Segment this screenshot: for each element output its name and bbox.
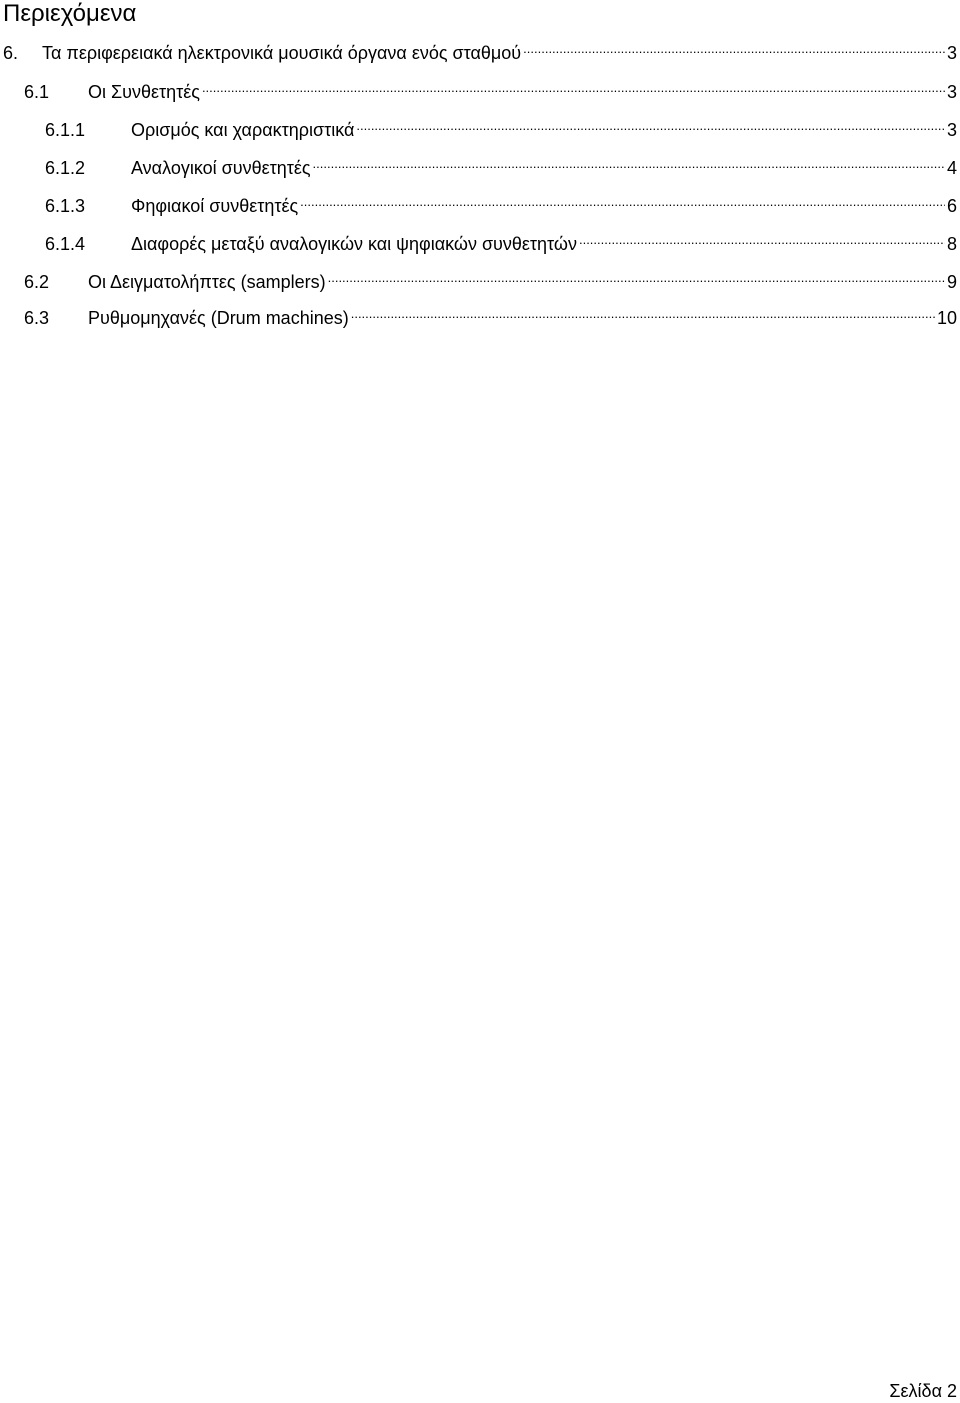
toc-entry-page: 6: [946, 196, 957, 216]
toc-entry-title: Διαφορές μεταξύ αναλογικών και ψηφιακών συνθετητών: [131, 234, 577, 254]
toc-dot-leader: [356, 110, 945, 136]
toc-entry-title: Ορισμός και χαρακτηριστικά: [131, 120, 355, 140]
toc-entry-page: 3: [946, 82, 957, 102]
toc-entry-title: Φηφιακοί συνθετητές: [131, 196, 299, 216]
toc-entry-number: 6.3: [24, 308, 50, 328]
toc-entry-page: 8: [946, 234, 957, 254]
toc-dot-leader: [300, 186, 945, 212]
toc-dot-leader: [523, 33, 945, 59]
toc-entry-number: 6.1: [24, 82, 50, 102]
toc-entry-6-1-3[interactable]: [45, 186, 957, 216]
page-number-footer: Σελίδα 2: [889, 1381, 957, 1401]
toc-entry-title: Οι Συνθετητές: [88, 82, 200, 102]
toc-dot-leader: [579, 224, 945, 250]
toc-entry-number: 6.1.2: [45, 158, 86, 178]
toc-entry-title: Αναλογικοί συνθετητές: [131, 158, 311, 178]
toc-entry-number: 6.1.4: [45, 234, 86, 254]
toc-entry-6-2[interactable]: [24, 262, 957, 292]
toc-entry-6-1-1[interactable]: [45, 110, 957, 140]
toc-entry-title: Τα περιφερειακά ηλεκτρονικά μουσικά όργανα ενός σταθμού: [42, 43, 522, 63]
toc-entry-page: 9: [946, 272, 957, 292]
toc-entry-title: Ρυθμομηχανές (Drum machines): [88, 308, 349, 328]
toc-title: Περιεχόμενα: [3, 0, 137, 27]
toc-dot-leader: [328, 262, 945, 288]
toc-entry-page: 4: [946, 158, 957, 178]
toc-entry-number: 6.2: [24, 272, 50, 292]
toc-dot-leader: [351, 298, 935, 324]
toc-entry-title: Οι Δειγματολήπτες (samplers): [88, 272, 326, 292]
toc-entry-6-1[interactable]: [24, 72, 957, 102]
toc-dot-leader: [202, 72, 945, 98]
toc-entry-number: 6.1.1: [45, 120, 86, 140]
toc-entry-6-1-4[interactable]: [45, 224, 957, 254]
toc-dot-leader: [313, 148, 945, 174]
toc-entry-number: 6.: [3, 43, 19, 63]
toc-entry-number: 6.1.3: [45, 196, 86, 216]
toc-entry-page: 3: [946, 43, 957, 63]
toc-entry-6-3[interactable]: [24, 298, 957, 328]
toc-entry-6-1-2[interactable]: [45, 148, 957, 178]
toc-entry-page: 10: [936, 308, 957, 328]
toc-entry-page: 3: [946, 120, 957, 140]
toc-entry-6[interactable]: [3, 33, 957, 63]
